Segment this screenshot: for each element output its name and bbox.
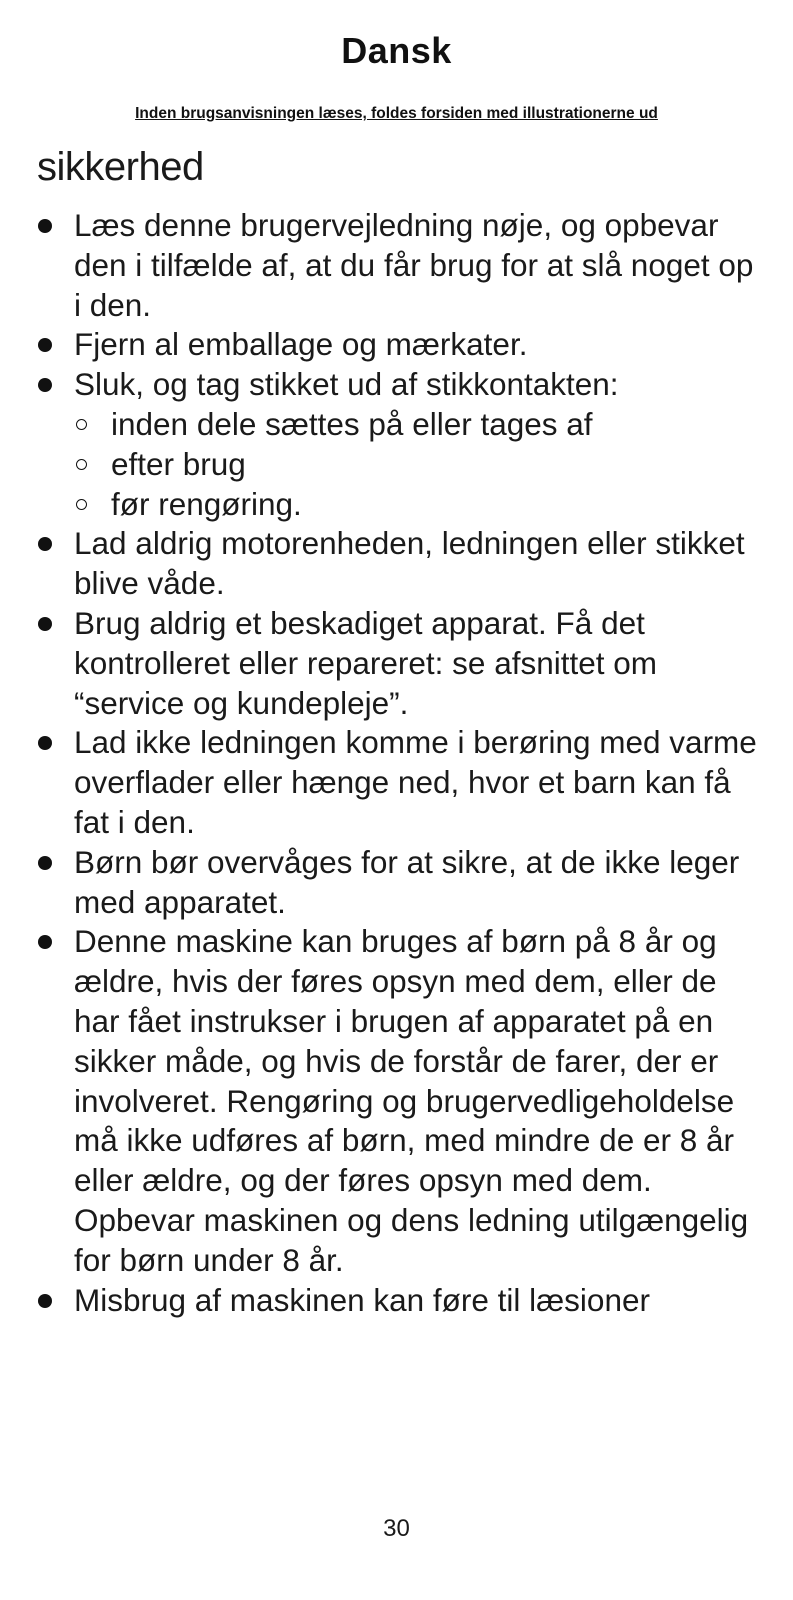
list-item-text: Fjern al emballage og mærkater. [74,326,528,363]
circle-bullet-icon [76,419,87,430]
safety-list [37,206,757,1320]
list-item [37,365,757,524]
sublist-item [74,485,757,525]
sublist-item-text: inden dele sættes på eller tages af [111,405,593,442]
list-item-text: Sluk, og tag stikket ud af stikkontakten: [74,366,619,403]
sublist-item-text: efter brug [111,445,246,482]
bullet-icon [38,219,52,233]
circle-bullet-icon [76,499,87,510]
page-title: Dansk [341,30,452,71]
bullet-icon [38,537,52,551]
list-item-text: Misbrug af maskinen kan føre til læsioner [74,1281,650,1318]
sublist-item [74,405,757,445]
bullet-icon [38,935,52,949]
list-item-text: Brug aldrig et beskadiget apparat. Få det kontrolleret eller repareret: se afsnittet om “service og kundepleje”. [74,604,658,721]
list-item-text: Lad ikke ledningen komme i berøring med varme overflader eller hænge ned, hvor et barn kan få fat i den. [74,724,757,840]
circle-bullet-icon [76,459,87,470]
sublist-item [74,445,757,485]
bullet-icon [38,736,52,750]
list-item [37,325,757,365]
list-item [37,604,757,723]
list-item-text: Denne maskine kan bruges af børn på 8 år og ældre, hvis der føres opsyn med dem, eller de har fået instrukser i brugen af apparatet på en sikker måde, og hvis de forstår de farer, der er involveret. Rengøring og brugervedligeholdelse må ikke udføres af børn, med mindre de er 8 år eller ældre, og der føres opsyn med dem. Opbevar maskinen og dens ledning utilgængelig for børn under 8 år. [74,923,749,1278]
instruction-subtitle: Inden brugsanvisningen læses, foldes forsiden med illustrationerne ud [135,105,658,122]
page-number: 30 [383,1515,410,1542]
sublist [74,405,757,524]
bullet-icon [38,1294,52,1308]
sublist-item-text: før rengøring. [111,485,302,522]
section-heading: sikkerhed [37,145,204,189]
bullet-icon [38,338,52,352]
list-item [37,206,757,325]
list-item-text: Lad aldrig motorenheden, ledningen eller stikket blive våde. [74,525,745,602]
bullet-icon [38,378,52,392]
bullet-icon [38,856,52,870]
list-item [37,723,757,842]
list-item-text: Børn bør overvåges for at sikre, at de ikke leger med apparatet. [74,843,740,920]
list-item [37,922,757,1280]
bullet-icon [38,617,52,631]
list-item [37,524,757,604]
list-item [37,1281,757,1321]
list-item-text: Læs denne brugervejledning nøje, og opbevar den i tilfælde af, at du får brug for at slå noget op i den. [74,207,754,323]
list-item [37,843,757,923]
